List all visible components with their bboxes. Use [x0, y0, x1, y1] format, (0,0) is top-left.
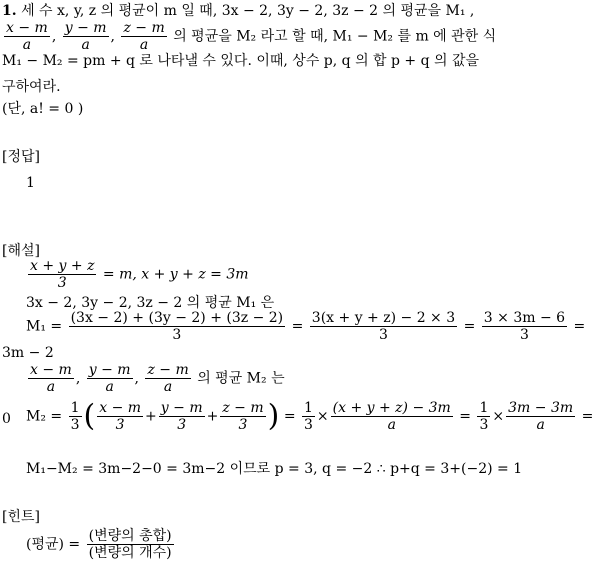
fraction-y-minus-m-over-a: $\frac{y - m}{a}$ [88, 362, 131, 395]
problem-number: 1. [2, 3, 17, 19]
left-paren: ( [83, 398, 96, 434]
fraction-x-minus-m-over-a: $\frac{x - m}{a}$ [30, 362, 72, 395]
fraction-x-over-3: $\frac{x - m}{3}$ [99, 400, 142, 433]
fraction-z-minus-m: $\frac{z - m}{a}$ [123, 20, 165, 53]
fraction-one-third-c: $\frac{1}{3}$ [479, 400, 489, 433]
solution-step-2: 3x − 2, 3y − 2, 3z − 2 의 평균 M₁ 은 [26, 295, 275, 311]
problem-text-2: 의 평균을 M₂ 라고 할 때, M₁ − M₂ 를 m 에 관한 식 [173, 28, 497, 45]
solution-step-5: M₂ = $\frac{1}{3}$ ( $\frac{x - m}{3}$ + $\frac{y - m}{3}$ + $\frac{z - m}{3}$ ) = $\frac{1}{3}$ × $\frac{(x + y + z) - 3m}{a}$ = $\frac{1}{3}$ × $\frac{3m - 3m}{a}$ = [26, 398, 594, 434]
fraction-one-third: $\frac{1}{3}$ [70, 400, 80, 433]
fraction-m1-expanded: $\frac{(3x - 2) + (3y - 2) + (3z - 2)}{3}$ [70, 310, 284, 343]
fraction-sum-over-3: $\frac{x + y + z}{3}$ [30, 258, 95, 291]
problem-text-1: 세 수 x, y, z 의 평균이 m 일 때, 3x − 2, 3y − 2, 3z − 2 의 평균을 M₁ , [21, 3, 475, 19]
hint-header: [힌트] [2, 509, 40, 525]
fraction-m1-factored: $\frac{3(x + y + z) - 2 \times 3}{3}$ [311, 310, 456, 343]
answer-value: 1 [26, 175, 35, 191]
right-paren: ) [267, 398, 280, 434]
solution-step-4: $\frac{x - m}{a}$ , $\frac{y - m}{a}$ , $\frac{z - m}{a}$ 의 평균 M₂ 는 [30, 362, 285, 395]
problem-line-3: M₁ − M₂ = pm + q 로 나타낼 수 있다. 이때, 상수 p, q 의 합 p + q 의 값을 [2, 53, 480, 69]
answer-header: [정답] [2, 149, 40, 165]
solution-step-3-wrap: 3m − 2 [2, 345, 54, 361]
solution-step-1: $\frac{x + y + z}{3}$ = m, x + y + z = 3m [30, 258, 249, 291]
fraction-m1-substituted: $\frac{3 \times 3m - 6}{3}$ [483, 310, 566, 343]
solution-step-5-wrap: 0 [2, 411, 11, 427]
fraction-one-third-b: $\frac{1}{3}$ [304, 400, 313, 433]
problem-line-2: $\frac{x - m}{a}$ , $\frac{y - m}{a}$ , $\frac{z - m}{a}$ 의 평균을 M₂ 라고 할 때, M₁ − M₂ 를 m 에 관한 식 [6, 20, 497, 53]
fraction-x-minus-m: $\frac{x - m}{a}$ [6, 20, 48, 53]
problem-condition: (단, a! = 0 ) [2, 101, 84, 117]
problem-line-4: 구하여라. [2, 79, 61, 95]
solution-step-3: M₁ = $\frac{(3x - 2) + (3y - 2) + (3z - 2)}{3}$ = $\frac{3(x + y + z) - 2 \times 3}{3}$ = $\frac{3 \times 3m - 6}{3}$ = [26, 310, 586, 343]
fraction-y-over-3: $\frac{y - m}{3}$ [160, 400, 203, 433]
solution-step-6: M₁−M₂ = 3m−2−0 = 3m−2 이므로 p = 3, q = −2 ∴ p+q = 3+(−2) = 1 [26, 461, 523, 477]
solution-header: [해설] [2, 243, 40, 259]
fraction-z-minus-m-over-a: $\frac{z - m}{a}$ [147, 362, 189, 395]
fraction-zero-over-a: $\frac{3m - 3m}{a}$ [508, 400, 574, 433]
fraction-sum-minus-3m-over-a: $\frac{(x + y + z) - 3m}{a}$ [332, 400, 451, 433]
fraction-mean-definition: $\frac{\text{(변량의 총합)}}{\text{(변량의 개수)}}$ [88, 528, 172, 561]
fraction-z-over-3: $\frac{z - m}{3}$ [222, 400, 264, 433]
fraction-y-minus-m: $\frac{y - m}{a}$ [64, 20, 107, 53]
hint-formula: (평균) = $\frac{\text{(변량의 총합)}}{\text{(변량의 개수)}}$ [26, 528, 172, 561]
problem-line-1 [2, 2, 474, 20]
